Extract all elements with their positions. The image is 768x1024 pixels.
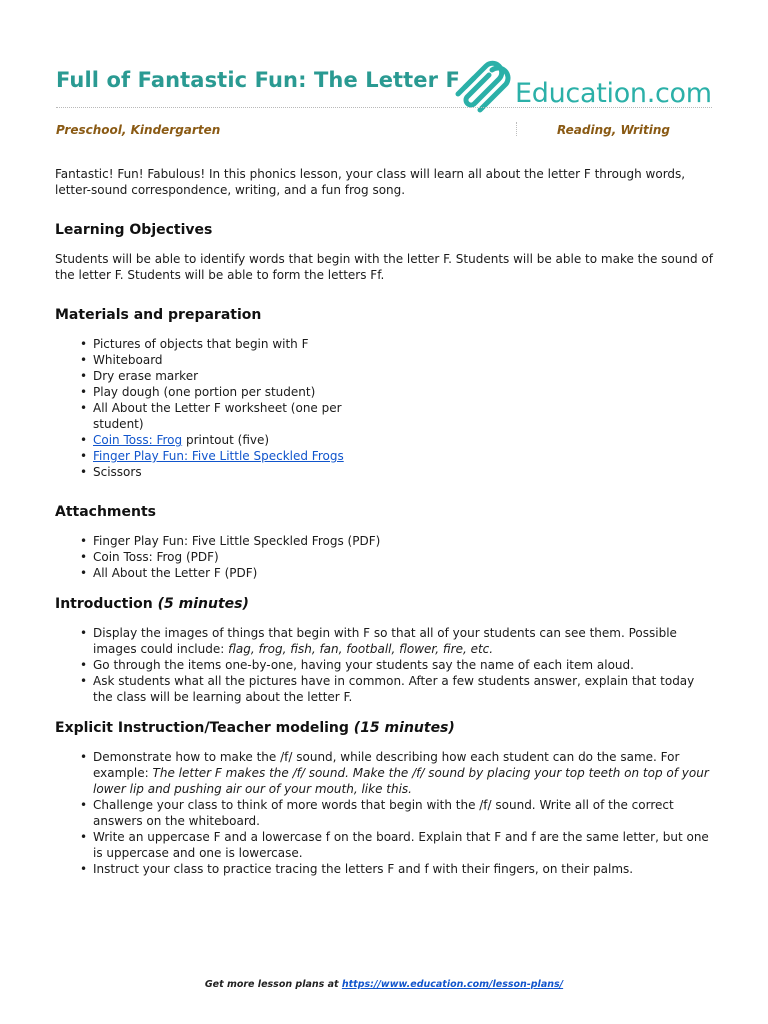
list-item: • Pictures of objects that begin with F [93,336,715,352]
lesson-content [55,166,715,877]
introduction-duration: (5 minutes) [157,596,249,612]
explicit-instruction-list [55,749,715,877]
list-item [93,448,715,464]
example-script: The letter F makes the /f/ sound. Make the /f/ sound by placing your top teeth on top of your lower lip and pushing air our of your mouth, like this. [93,766,709,796]
explicit-instruction-heading-text: Explicit Instruction/Teacher modeling [55,720,349,736]
list-item [93,625,715,657]
finger-play-link[interactable]: Finger Play Fun: Five Little Speckled Frogs [93,449,344,463]
subjects: Reading, Writing [557,123,670,137]
meta-divider [516,122,517,136]
attachment-item: • All About the Letter F (PDF) [93,565,715,581]
list-item: • Challenge your class to think of more words that begin with the /f/ sound. Write all of the correct answers on the whiteboard. [93,797,715,829]
coin-toss-link[interactable]: Coin Toss: Frog [93,433,183,447]
list-item: • Dry erase marker [93,368,715,384]
page-title: Full of Fantastic Fun: The Letter F [56,68,460,92]
list-item-text: Display the images of things that begin with F so that all of your students can see them. Possible images could include: [93,626,677,656]
objectives-heading: Learning Objectives [55,222,213,238]
grade-levels: Preschool, Kindergarten [56,123,221,137]
introduction-heading [55,595,715,613]
list-item [93,432,715,448]
attachments-list [55,533,715,581]
introduction-list [55,625,715,705]
page-footer [0,979,768,990]
explicit-instruction-heading [55,719,715,737]
list-item: • Scissors [93,464,715,480]
list-item: • Play dough (one portion per student) [93,384,715,400]
logo-text: Education.com [515,78,712,109]
lesson-plans-link[interactable]: https://www.education.com/lesson-plans/ [341,979,564,990]
list-item [93,749,715,797]
footer-text: Get more lesson plans at [204,979,339,990]
attachment-item: • Coin Toss: Frog (PDF) [93,549,715,565]
header-divider [56,107,712,108]
introduction-heading-text: Introduction [55,596,153,612]
list-item: • Whiteboard [93,352,715,368]
materials-list [55,336,715,480]
attachments-heading: Attachments [55,504,157,520]
objectives-text: Students will be able to identify words that begin with the letter F. Students will be able to make the sound of the letter F. Students will be able to form the letters Ff. [55,252,713,282]
list-item: • Go through the items one-by-one, having your students say the name of each item aloud. [93,657,715,673]
list-item-text: Demonstrate how to make the /f/ sound, while describing how each student can do the same. For example: [93,750,680,780]
example-words: flag, frog, fish, fan, football, flower, fire, etc. [228,642,494,656]
attachment-item: • Finger Play Fun: Five Little Speckled Frogs (PDF) [93,533,715,549]
materials-heading: Materials and preparation [55,307,262,323]
list-item: • Write an uppercase F and a lowercase f on the board. Explain that F and f are the same letter, but one is uppercase and one is lowercase. [93,829,715,861]
explicit-instruction-duration: (15 minutes) [353,720,455,736]
list-item: • All About the Letter F worksheet (one per student) [93,400,353,432]
list-item-text: printout (five) [185,433,270,447]
list-item: • Ask students what all the pictures have in common. After a few students answer, explain that today the class will be learning about the letter F. [93,673,715,705]
list-item: • Instruct your class to practice tracing the letters F and f with their fingers, on their palms. [93,861,715,877]
intro-paragraph: Fantastic! Fun! Fabulous! In this phonics lesson, your class will learn all about the letter F through words, letter-sound correspondence, writing, and a fun frog song. [55,167,686,197]
